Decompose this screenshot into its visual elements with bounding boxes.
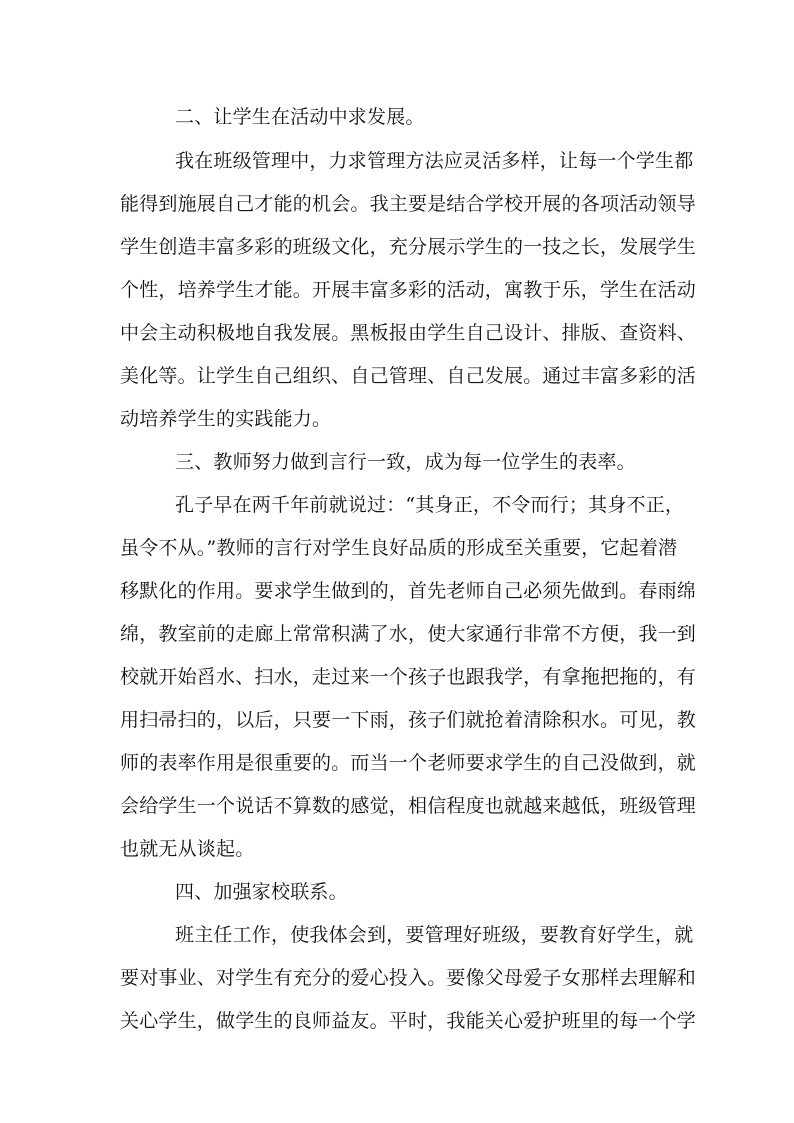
paragraph-line: 孔子早在两千年前就说过：“其身正，不令而行；其身不正， bbox=[175, 494, 685, 516]
paragraph-line: 师的表率作用是很重要的。而当一个老师要求学生的自己没做到，就 bbox=[120, 752, 697, 774]
section-heading: 二、让学生在活动中求发展。 bbox=[175, 106, 425, 128]
paragraph-line: 动培养学生的实践能力。 bbox=[120, 408, 332, 430]
paragraph-line: 会给学生一个说话不算数的感觉，相信程度也就越来越低，班级管理 bbox=[120, 795, 697, 817]
paragraph-line: 也就无从谈起。 bbox=[120, 838, 255, 860]
paragraph-line: 绵，教室前的走廊上常常积满了水，使大家通行非常不方便，我一到 bbox=[120, 623, 697, 645]
paragraph-line: 美化等。让学生自己组织、自己管理、自己发展。通过丰富多彩的活 bbox=[120, 365, 697, 387]
paragraph-line: 我在班级管理中，力求管理方法应灵活多样，让每一个学生都 bbox=[175, 150, 694, 172]
paragraph-line: 学生创造丰富多彩的班级文化，充分展示学生的一技之长，发展学生 bbox=[120, 236, 697, 258]
paragraph-line: 用扫帚扫的，以后，只要一下雨，孩子们就抢着清除积水。可见，教 bbox=[120, 709, 697, 731]
paragraph-line: 个性，培养学生才能。开展丰富多彩的活动，寓教于乐，学生在活动 bbox=[120, 279, 697, 301]
paragraph-line: 中会主动积极地自我发展。黑板报由学生自己设计、排版、查资料、 bbox=[120, 322, 697, 344]
paragraph-line: 要对事业、对学生有充分的爱心投入。要像父母爱子女那样去理解和 bbox=[120, 967, 697, 989]
section-heading: 三、教师努力做到言行一致，成为每一位学生的表率。 bbox=[175, 451, 636, 473]
paragraph-line: 虽令不从。”教师的言行对学生良好品质的形成至关重要，它起着潜 bbox=[120, 537, 678, 559]
paragraph-line: 校就开始舀水、扫水，走过来一个孩子也跟我学，有拿拖把拖的，有 bbox=[120, 666, 697, 688]
section-heading: 四、加强家校联系。 bbox=[175, 881, 348, 903]
paragraph-line: 能得到施展自己才能的机会。我主要是结合学校开展的各项活动领导 bbox=[120, 193, 697, 215]
paragraph-line: 关心学生，做学生的良师益友。平时，我能关心爱护班里的每一个学 bbox=[120, 1010, 697, 1032]
paragraph-line: 班主任工作，使我体会到，要管理好班级，要教育好学生，就 bbox=[175, 924, 694, 946]
paragraph-line: 移默化的作用。要求学生做到的，首先老师自己必须先做到。春雨绵 bbox=[120, 580, 697, 602]
